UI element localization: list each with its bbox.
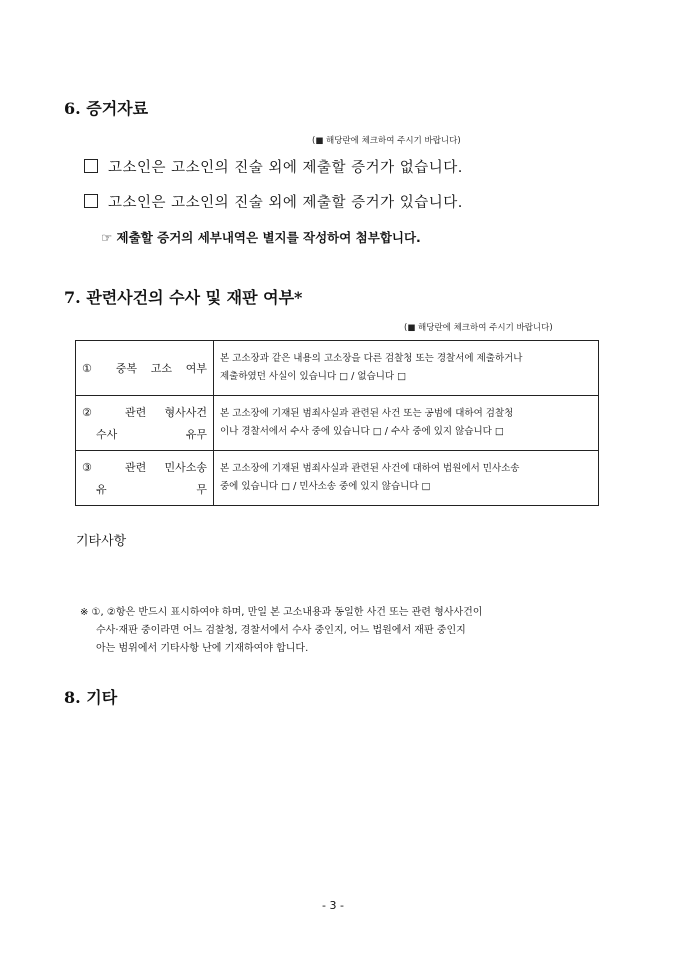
row-label [76,396,214,451]
footnote [80,604,482,658]
row-text [214,396,599,451]
footnote-line3: 아는 범위에서 기타사항 난에 기재하여야 합니다. [96,643,309,654]
row-text-line1: 본 고소장에 기재된 범죄사실과 관련된 사건 또는 공범에 대하여 검찰청 [220,408,514,419]
page-number: - 3 - [322,899,344,912]
row-text-line2[interactable]: 중에 있습니다 □ / 민사소송 중에 있지 않습니다 □ [220,481,431,492]
evidence-exists-option[interactable] [84,191,463,212]
evidence-none-option[interactable] [84,156,463,177]
evidence-attachment-notice: ☞ 제출할 증거의 세부내역은 별지를 작성하여 첨부합니다. [101,230,421,245]
row-text [214,451,599,506]
row-label-line2: 수사 유무 [96,428,207,441]
row-label-line1: ③ 관련 민사소송 [82,461,207,474]
row-label-line1: ② 관련 형사사건 [82,406,207,419]
table-row [76,396,599,451]
row-text-line1: 본 고소장에 기재된 범죄사실과 관련된 사건에 대하여 법원에서 민사소송 [220,463,520,474]
row-label-line1: ① 중복 고소 여부 [82,362,207,375]
section-8-title: 8. 기타 [64,688,118,707]
row-label [76,341,214,396]
table-row [76,451,599,506]
row-label [76,451,214,506]
section-6-check-note: (■ 해당란에 체크하여 주시기 바랍니다) [312,136,461,146]
section-6-title: 6. 증거자료 [64,99,149,118]
table-row [76,341,599,396]
row-label-line2: 유 무 [96,483,207,496]
misc-label: 기타사항 [76,534,127,549]
footnote-line2: 수사·재판 중이라면 어느 검찰청, 경찰서에서 수사 중인지, 어느 법원에서 재판 중인지 [96,625,466,636]
row-text-line2[interactable]: 이나 경찰서에서 수사 중에 있습니다 □ / 수사 중에 있지 않습니다 □ [220,426,504,437]
evidence-none-label: 고소인은 고소인의 진술 외에 제출할 증거가 없습니다. [108,160,463,176]
related-case-table [75,340,599,506]
row-text-line2[interactable]: 제출하였던 사실이 있습니다 □ / 없습니다 □ [220,371,407,382]
section-7-check-note: (■ 해당란에 체크하여 주시기 바랍니다) [404,323,553,333]
section-7-title: 7. 관련사건의 수사 및 재판 여부* [64,288,303,307]
evidence-exists-checkbox[interactable] [84,194,98,208]
row-text [214,341,599,396]
evidence-none-checkbox[interactable] [84,159,98,173]
evidence-exists-label: 고소인은 고소인의 진술 외에 제출할 증거가 있습니다. [108,195,463,211]
row-text-line1: 본 고소장과 같은 내용의 고소장을 다른 검찰청 또는 경찰서에 제출하거나 [220,353,523,364]
footnote-line1: ※ ①, ②항은 반드시 표시하여야 하며, 만일 본 고소내용과 동일한 사건 또는 관련 형사사건이 [80,607,483,618]
